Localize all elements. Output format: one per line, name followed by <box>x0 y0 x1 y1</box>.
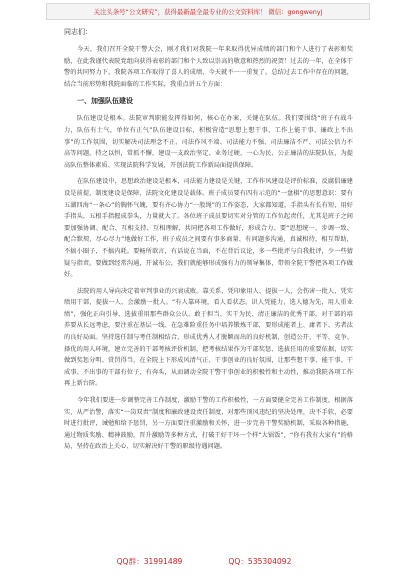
body-paragraph-3: 法院的用人导向决定着审判事业的兴衰成败。靠关系、凭印象用人、提拔一人，会伤害一批人，凭实绩用干部，提拔一人，会激励一批人。“有人靠环境，看人看状态。识人凭能力，选人德为先，用人重业绩”，强化正向引导，选拔重用那些群众公认、敢于担当、实干为民、清正廉洁的优秀干部，对干部的培养要从长远考虑，要注重在基层一线、在急难险重任务中培养锻炼干部，要形成能者上、庸者下、劣者汰的良好局面。坚持选任制与考任制相结合，形成优秀人才脱颖而出的良好机制，创造公开、平等、竞争、择优的用人环境，建立完善的干部考核评价机制，把考核结果作为干部奖惩、选拔任用的重要依据，切实做到奖惩分明、赏罚得当，在全院上下形成风清气正、干事创业的良好氛围，让那些想干事、能干事、干成事、不出事的干部有位子、有奔头，从而调动全院干警干事创业的积极性和主动性，推动我院各项工作再上新台阶。 <box>64 287 353 388</box>
promo-banner <box>46 3 370 20</box>
body-paragraph-1: 队伍建设是根本。法院审判职能发挥得如何，核心在办案，关键在队伍。我们要围绕“班子有战斗力，队伍有士气，单位有正气”队伍建设目标，积极营造“思想上想干事、工作上能干事、廉政上不出事”的工作氛围，切实解决司法理念不正、司法作风不端、司法能力不强、司法廉洁不严、司法公信力不高等问题。持之以恒，常抓不懈，建设一支政治坚定、业务过硬、一心为民、公正廉洁的法院队伍，为提高队伍整体素质、实现法院科学发展，开创法院工作新局面提供保障。 <box>64 115 353 169</box>
body-paragraph-2: 在队伍建设中，思想政治建设是根本，司法能力建设是关键，工作作风建设是评价标准，反腐倡廉建设是前提，制度建设是保障，法院文化建设是载体。班子成员要有四有示范的“一盘棋”的思想意识：要有五湖四海“一条心”的胸怀气魄，要有齐心协力“一股绳”的工作姿态，大家都知道，手指头有长有短，用好手指头，五根手指握成拳头，力量就大了。各位班子成员要切实对分管的工作负起责任，尤其是班子之间要加强协调、配合、互相支持、互相理解，共同把各项工作做好，形成合力。要“思想统一、步调一致、配合默契、尽心尽力”地做好工作，班子成员之间要有事多商量、有问题多沟通，真诚相待，相互帮助，不搞小圈子，不搞内耗。要畅所欲言，有话说在当面，不在背后议论，多一些批评与自我批评，少一些猜疑与指责。要做到经常沟通，开诚布公，我们就能够形成强有力的领导集体，带领全院干警把各项工作做好。 <box>64 178 353 279</box>
document-body <box>64 27 353 458</box>
section-heading: 一、加强队伍建设 <box>77 97 133 106</box>
intro-paragraph: 今天，我们召开全院干警大会，刚才我们对我院一年来取得优异成绩的部门和个人进行了表彰和奖励，在此我谨代表院党组向获得表彰的部门和个人致以崇高的敬意和热烈的祝贺！过去的一年，在全体干警的共同努力下，我院各项工作取得了喜人的成绩，今天就不一一重复了。总结过去工作中存在的问题，结合当前形势和我院面临的工作实际，我重点讲五个方面： <box>64 46 353 88</box>
promo-banner-text: 关注头条号“公文研究”，获得最新最全最专业的公文资料库！ 微信：gongwenyj <box>93 8 323 16</box>
contact-footer <box>0 556 408 570</box>
qq-number: QQ：535304092 <box>228 557 292 566</box>
body-paragraph-4: 今年我们要进一步调整完善工作制度，激励干警的工作积极性，一方面要健全完善工作制度，根据落实，从严治警，落实“一岗双责”制度和廉政建设责任制度，对那些顶风违纪的坚决处理，决不手软，必要时进行批评，诫勉和给予惩罚，另一方面要注重激励和关怀，进一步完善干警奖励机制，采取各种措施，通过物质奖励、精神鼓励，晋升激励等多种方式，打破干好干坏一个样“大锅饭”，“你有我有大家有”的格局，坚持在政治上关心、切实解决好干警的职级待遇问题。 <box>64 397 353 451</box>
salutation: 同志们： <box>64 28 92 36</box>
qq-group-number: QQ群：31991489 <box>116 557 183 566</box>
